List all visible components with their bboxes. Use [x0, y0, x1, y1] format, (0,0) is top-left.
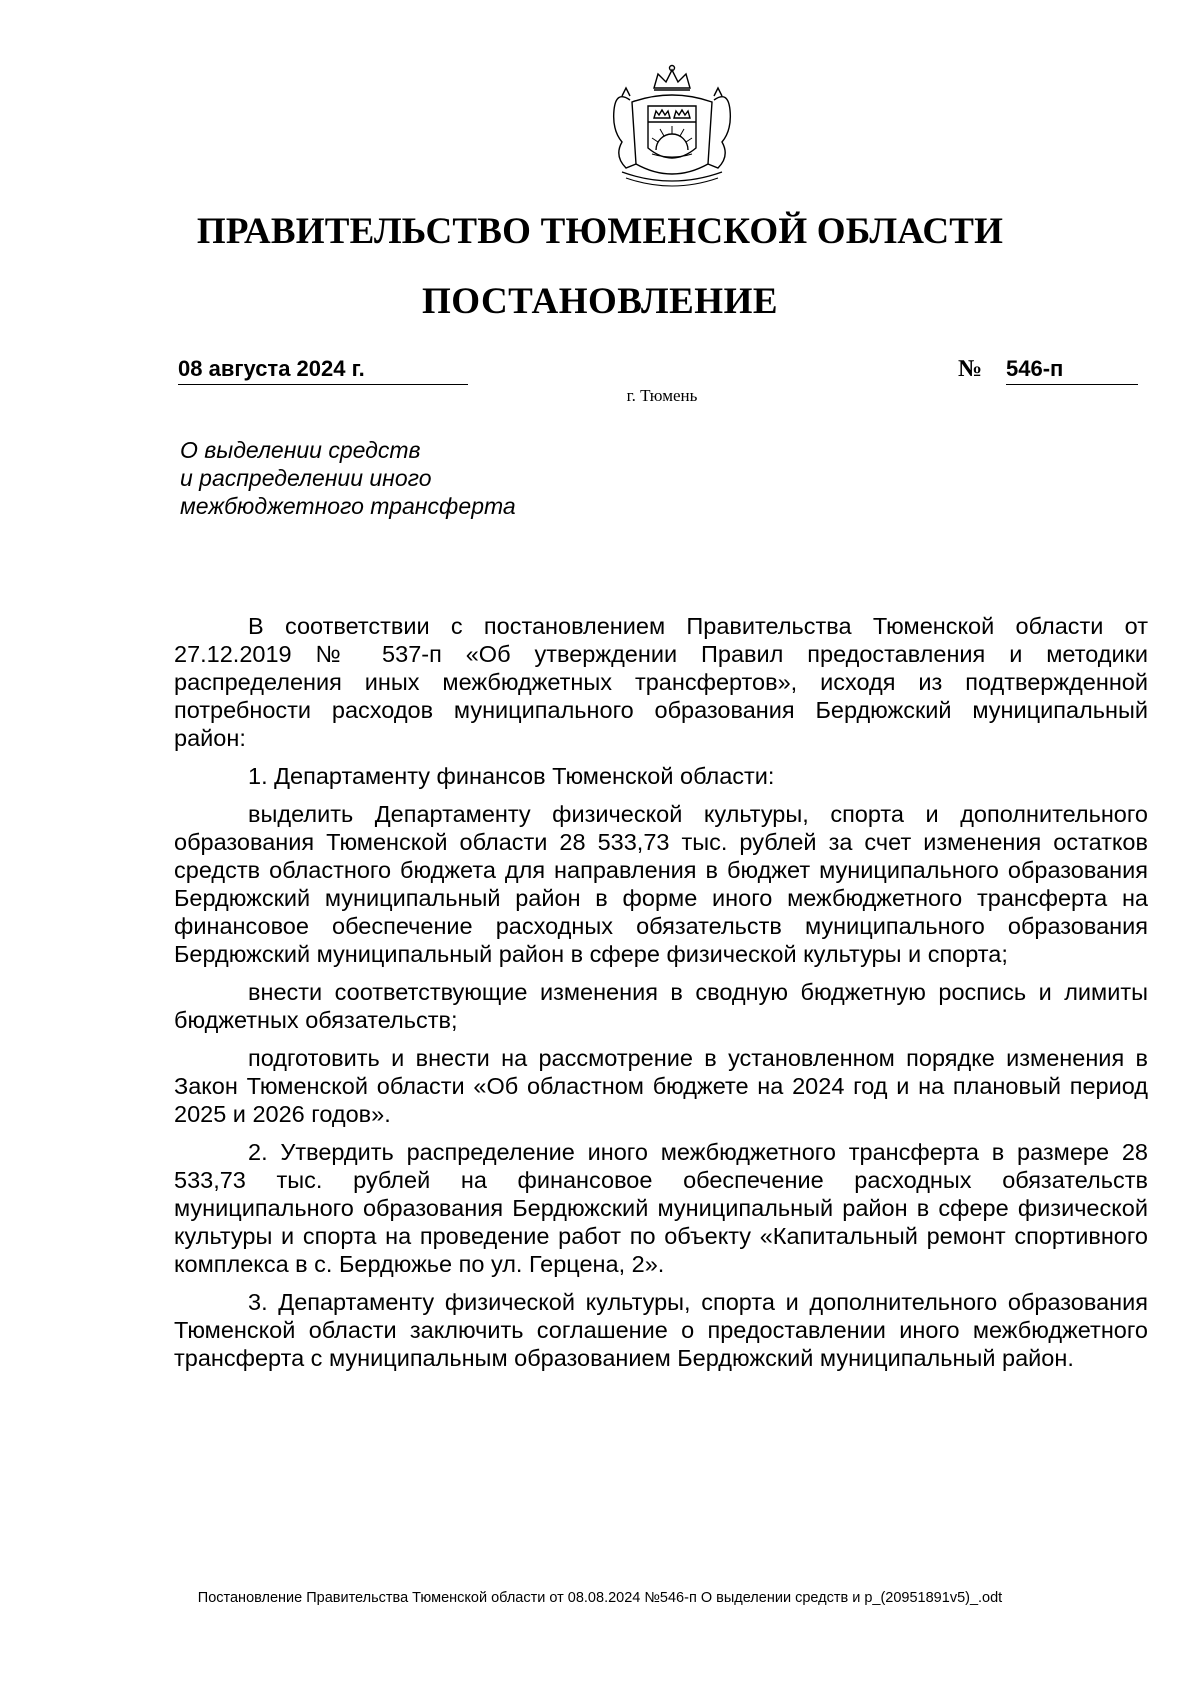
document-type-title: ПОСТАНОВЛЕНИЕ [421, 281, 779, 322]
body-paragraph-item-1-changes: внести соответствующие изменения в сводную бюджетную роспись и лимиты бюджетных обязательств; [174, 979, 1148, 1033]
document-footer: Постановление Правительства Тюменской области от 08.08.2024 №546-п О выделении средств и р_(20951891v5)_.odt [197, 1590, 1003, 1606]
document-city: г. Тюмень [626, 386, 698, 405]
body-paragraph-item-1-allocate: выделить Департаменту физической культуры, спорта и дополнительного образования Тюменской области 28 533,73 тыс. рублей за счет изменения остатков средств областного бюджета для направления в бюджет муниципального образования Бердюжский муниципальный район в форме иного межбюджетного трансферта на финансовое обеспечение расходных обязательств муниципального образования Бердюжский муниципальный район в сфере физической культуры и спорта; [174, 801, 1148, 967]
body-paragraph-item-2: 2. Утвердить распределение иного межбюджетного трансферта в размере 28 533,73 тыс. рублей на финансовое обеспечение расходных обязательств муниципального образования Бердюжский муниципальный район в сфере физической культуры и спорта на проведение работ по объекту «Капитальный ремонт спортивного комплекса в с. Бердюжье по ул. Герцена, 2». [174, 1139, 1148, 1277]
subject-line: и распределении иного [180, 465, 432, 491]
subject-line: О выделении средств [180, 437, 421, 463]
subject-line: межбюджетного трансферта [180, 493, 516, 519]
body-paragraph-item-1: 1. Департаменту финансов Тюменской области: [248, 763, 775, 789]
organization-title: ПРАВИТЕЛЬСТВО ТЮМЕНСКОЙ ОБЛАСТИ [196, 211, 1004, 252]
coat-of-arms-icon [592, 60, 752, 190]
body-paragraph-preamble: В соответствии с постановлением Правительства Тюменской области от 27.12.2019 № 537-п «Об утверждении Правил предоставления и методики распределения иных межбюджетных трансфертов», исходя из подтвержденной потребности расходов муниципального образования Бердюжский муниципальный район: [174, 613, 1148, 751]
document-subject [180, 436, 700, 520]
number-sign: № [958, 356, 983, 382]
document-date: 08 августа 2024 г. [178, 354, 468, 385]
body-paragraph-item-1-law: подготовить и внести на рассмотрение в установленном порядке изменения в Закон Тюменской области «Об областном бюджете на 2024 год и на плановый период 2025 и 2026 годов». [174, 1045, 1148, 1127]
document-number: 546-п [1006, 354, 1138, 385]
document-body [174, 612, 1148, 1372]
document-number-block [958, 354, 1138, 384]
body-paragraph-item-3: 3. Департаменту физической культуры, спорта и дополнительного образования Тюменской области заключить соглашение о предоставлении иного межбюджетного трансферта с муниципальным образованием Бердюжский муниципальный район. [174, 1289, 1148, 1371]
